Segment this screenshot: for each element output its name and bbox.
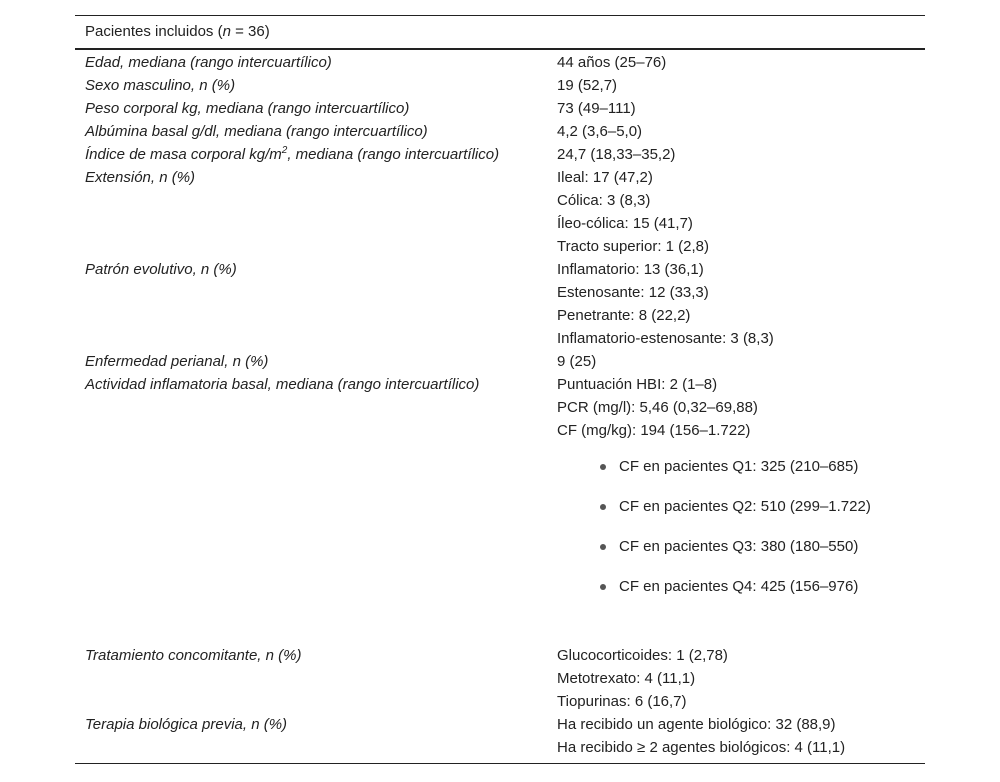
row-value: Ha recibido ≥ 2 agentes biológicos: 4 (11,1) — [557, 739, 846, 756]
header-suffix: = 36) — [230, 23, 270, 40]
row-values — [557, 373, 925, 644]
row-label: Tratamiento concomitante, n (%) — [85, 647, 302, 664]
table-row — [75, 120, 925, 143]
row-values — [557, 120, 925, 143]
row-values — [557, 644, 925, 713]
table-row — [75, 74, 925, 97]
row-value: Puntuación HBI: 2 (1–8) — [557, 376, 718, 393]
table-row — [75, 350, 925, 373]
row-label: Patrón evolutivo, n (%) — [85, 261, 237, 278]
row-value: Tracto superior: 1 (2,8) — [557, 238, 709, 255]
row-values — [557, 97, 925, 120]
row-label: Edad, mediana (rango intercuartílico) — [85, 54, 332, 71]
table-header — [75, 16, 925, 50]
row-label-text: Índice de masa corporal kg/m — [85, 146, 282, 163]
row-label: Peso corporal kg, mediana (rango intercuartílico) — [85, 100, 410, 117]
list-item: CF en pacientes Q3: 380 (180–550) — [557, 533, 881, 573]
row-value: Cólica: 3 (8,3) — [557, 192, 651, 209]
patients-table — [75, 15, 925, 764]
row-value: Estenosante: 12 (33,3) — [557, 284, 709, 301]
header-n-symbol: n — [222, 23, 231, 40]
row-value: Glucocorticoides: 1 (2,78) — [557, 647, 728, 664]
row-label: Enfermedad perianal, n (%) — [85, 353, 269, 370]
row-values — [557, 166, 925, 258]
row-label: Extensión, n (%) — [85, 169, 196, 186]
row-value: Inflamatorio-estenosante: 3 (8,3) — [557, 330, 774, 347]
row-value: 73 (49–111) — [557, 100, 636, 117]
row-values — [557, 350, 925, 373]
row-value: Inflamatorio: 13 (36,1) — [557, 261, 704, 278]
table-row — [75, 51, 925, 74]
table-row — [75, 258, 925, 350]
row-label: Terapia biológica previa, n (%) — [85, 716, 288, 733]
row-values — [557, 143, 925, 166]
row-value: 24,7 (18,33–35,2) — [557, 146, 676, 163]
list-item: CF en pacientes Q4: 425 (156–976) — [557, 573, 881, 613]
row-value: Metotrexato: 4 (11,1) — [557, 670, 696, 687]
row-value: Tiopurinas: 6 (16,7) — [557, 693, 687, 710]
row-label: Actividad inflamatoria basal, mediana (rango intercuartílico) — [85, 376, 480, 393]
table-row — [75, 644, 925, 713]
list-item: CF en pacientes Q1: 325 (210–685) — [557, 453, 881, 493]
row-value: CF (mg/kg): 194 (156–1.722) — [557, 422, 751, 439]
fc-quartile-list — [557, 442, 925, 644]
row-values — [557, 713, 925, 759]
table-row — [75, 713, 925, 759]
superscript: 2 — [281, 145, 288, 156]
header-prefix: Pacientes incluidos ( — [85, 23, 223, 40]
row-value: Ha recibido un agente biológico: 32 (88,9) — [557, 716, 836, 733]
row-value: Íleo-cólica: 15 (41,7) — [557, 215, 693, 232]
row-values — [557, 51, 925, 74]
row-label — [75, 143, 557, 166]
table-row — [75, 97, 925, 120]
row-value: PCR (mg/l): 5,46 (0,32–69,88) — [557, 399, 758, 416]
row-values — [557, 74, 925, 97]
table-row — [75, 143, 925, 166]
table-body — [75, 50, 925, 763]
row-value: 9 (25) — [557, 353, 597, 370]
list-item: CF en pacientes Q2: 510 (299–1.722) — [557, 493, 881, 533]
row-label: Albúmina basal g/dl, mediana (rango intercuartílico) — [85, 123, 428, 140]
table-row — [75, 166, 925, 258]
row-value: 19 (52,7) — [557, 77, 618, 94]
row-value: Ileal: 17 (47,2) — [557, 169, 653, 186]
row-value: Penetrante: 8 (22,2) — [557, 307, 691, 324]
row-values — [557, 258, 925, 350]
table-row — [75, 373, 925, 644]
row-label-text: , mediana (rango intercuartílico) — [287, 146, 500, 163]
row-value: 44 años (25–76) — [557, 54, 667, 71]
row-label: Sexo masculino, n (%) — [85, 77, 236, 94]
row-value: 4,2 (3,6–5,0) — [557, 123, 643, 140]
